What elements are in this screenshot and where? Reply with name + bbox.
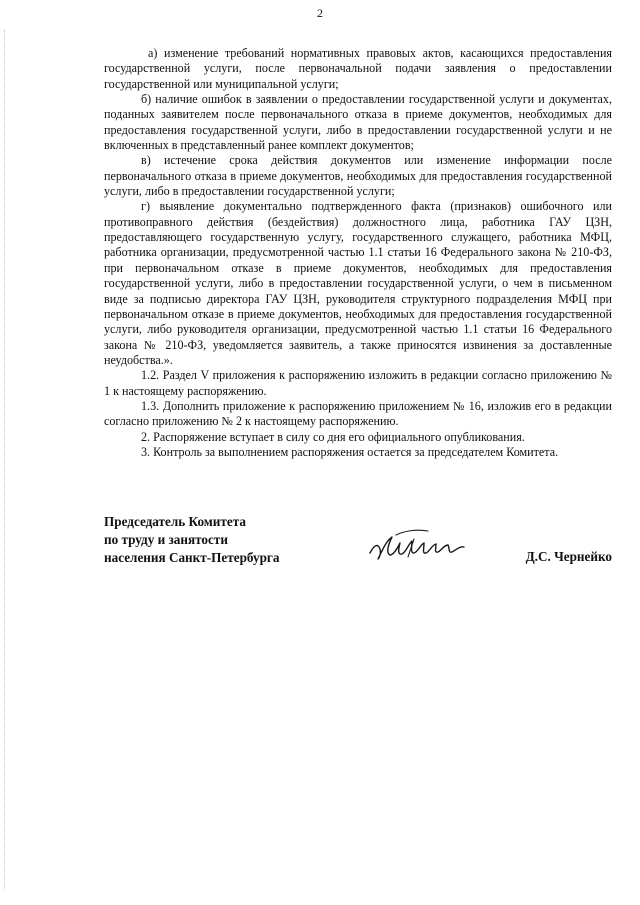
- signatory-name: Д.С. Чернейко: [525, 549, 612, 564]
- signatory-title-line: по труду и занятости: [104, 532, 228, 547]
- paragraph-item-b: б) наличие ошибок в заявлении о предоставлении государственной услуги и документах, поданных заявителем после первоначального отказа в приеме документов, необходимых для предоставления государственной услуги, либо в предоставлении государственной услуги и не включенных в представленный ранее комплект документов;: [104, 92, 612, 153]
- page-number: 2: [317, 6, 323, 20]
- paragraph-clause-1-2: 1.2. Раздел V приложения к распоряжению изложить в редакции согласно приложению № 1 к настоящему распоряжению.: [104, 368, 612, 398]
- document-body: [104, 46, 612, 460]
- paragraph-clause-3: 3. Контроль за выполнением распоряжения остается за председателем Комитета.: [141, 444, 559, 459]
- handwritten-signature: [368, 527, 486, 563]
- signatory-title-line: населения Санкт-Петербурга: [104, 550, 280, 565]
- signature-block: [104, 513, 612, 573]
- paragraph-clause-1-3: 1.3. Дополнить приложение к распоряжению приложением № 16, изложив его в редакции согласно приложению № 2 к настоящему распоряжению.: [104, 398, 612, 429]
- margin-binding-dots: [4, 30, 6, 890]
- paragraph-item-a: а) изменение требований нормативных правовых актов, касающихся предоставления государственной услуги, после первоначальной подачи заявления о предоставлении государственной или муниципальной услуги;: [104, 46, 612, 91]
- paragraph-item-g: г) выявление документально подтвержденного факта (признаков) ошибочного или противоправного действия (бездействия) должностного лица, работника ГАУ ЦЗН, предоставляющего государственную услугу, государственного служащего, работника МФЦ, работника организации, предусмотренной частью 1.1 статьи 16 Федерального закона № 210-ФЗ, при первоначальном отказе в приеме документов, необходимых для предоставления государственной услуги, либо в предоставлении государственной услуги, о чем в письменном виде за подписью директора ГАУ ЦЗН, руководителя структурного подразделения МФЦ при первоначальном отказе в приеме документов, необходимых для предоставления государственной услуги, либо руководителя организации, предусмотренной частью 1.1 статьи 16 Федерального закона № 210-ФЗ, уведомляется заявитель, а также приносятся извинения за доставленные неудобства.».: [104, 199, 612, 367]
- paragraph-item-v: в) истечение срока действия документов или изменение информации после первоначального отказа в приеме документов, необходимых для предоставления государственной услуги, либо в предоставлении государственной услуги;: [104, 153, 612, 199]
- signatory-title-line: Председатель Комитета: [104, 514, 246, 529]
- paragraph-clause-2: 2. Распоряжение вступает в силу со дня его официального опубликования.: [141, 429, 525, 444]
